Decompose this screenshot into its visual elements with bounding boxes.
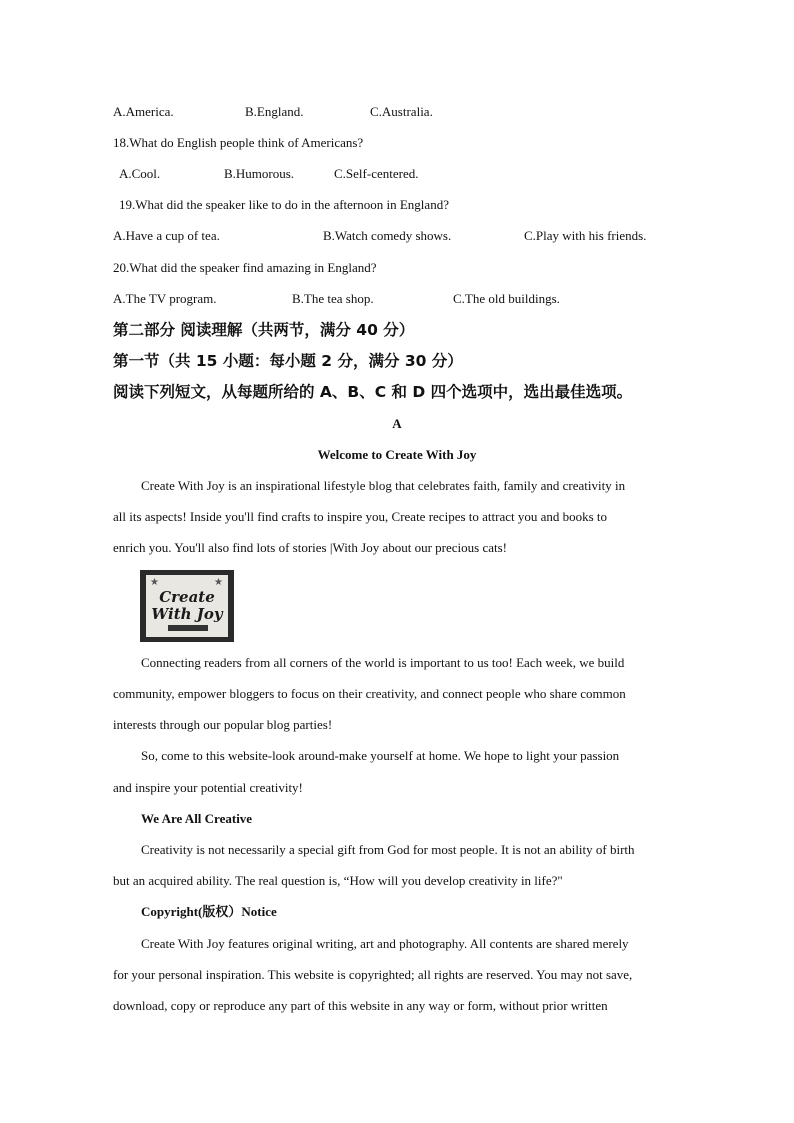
subheading-we-are-all-creative: We Are All Creative (141, 811, 253, 826)
para5-line-2: for your personal inspiration. This website is copyrighted; all rights are reserved. You may not save, (113, 967, 633, 982)
q19-stem: 19.What did the speaker like to do in the afternoon in England? (119, 197, 449, 212)
q20-stem: 20.What did the speaker find amazing in England? (113, 260, 377, 275)
section1-heading: 第一节（共 15 小题：每小题 2 分，满分 30 分） (113, 352, 463, 370)
subheading-copyright-notice: Copyright(版权）Notice (141, 904, 277, 919)
passage-letter: A (392, 416, 402, 431)
para2-line-2: community, empower bloggers to focus on their creativity, and connect people who share common (113, 686, 626, 701)
create-with-joy-logo (140, 570, 234, 642)
para1-line-1: Create With Joy is an inspirational lifestyle blog that celebrates faith, family and creativity in (141, 478, 626, 493)
para3-line-1: So, come to this website-look around-make yourself at home. We hope to light your passion (141, 748, 620, 763)
para4-line-2: but an acquired ability. The real question is, “How will you develop creativity in life?" (113, 873, 563, 888)
q17-option-a: A.America. (113, 104, 174, 119)
q20-option-a: A.The TV program. (113, 291, 217, 306)
q19-option-a: A.Have a cup of tea. (113, 228, 220, 243)
logo-decoration (168, 625, 208, 631)
logo-text-line-2: With Joy (151, 605, 223, 623)
star-icon: ★ (214, 577, 223, 588)
para5-line-3: download, copy or reproduce any part of this website in any way or form, without prior written (113, 998, 608, 1013)
part2-heading: 第二部分 阅读理解（共两节，满分 40 分） (113, 321, 415, 339)
para5-line-1: Create With Joy features original writing, art and photography. All contents are shared merely (141, 936, 629, 951)
q18-option-b: B.Humorous. (224, 166, 295, 181)
para4-line-1: Creativity is not necessarily a special gift from God for most people. It is not an ability of birth (141, 842, 635, 857)
para1-line-3: enrich you. You'll also find lots of stories |With Joy about our precious cats! (113, 540, 508, 555)
star-icon: ★ (150, 577, 159, 588)
para3-line-2: and inspire your potential creativity! (113, 780, 303, 795)
q19-option-b: B.Watch comedy shows. (323, 228, 452, 243)
passage-title: Welcome to Create With Joy (317, 447, 477, 462)
q20-option-c: C.The old buildings. (453, 291, 560, 306)
para2-line-1: Connecting readers from all corners of the world is important to us too! Each week, we build (141, 655, 625, 670)
q17-option-b: B.England. (245, 104, 304, 119)
q18-stem: 18.What do English people think of Americans? (113, 135, 364, 150)
q18-option-a: A.Cool. (119, 166, 161, 181)
q17-option-c: C.Australia. (370, 104, 433, 119)
para2-line-3: interests through our popular blog parties! (113, 717, 333, 732)
para1-line-2: all its aspects! Inside you'll find crafts to inspire you, Create recipes to attract you and books to (113, 509, 608, 524)
q19-option-c: C.Play with his friends. (524, 228, 647, 243)
q20-option-b: B.The tea shop. (292, 291, 374, 306)
q18-option-c: C.Self-centered. (334, 166, 419, 181)
reading-instruction: 阅读下列短文，从每题所给的 A、B、C 和 D 四个选项中，选出最佳选项。 (113, 383, 633, 401)
logo-text-line-1: Create (159, 588, 215, 606)
